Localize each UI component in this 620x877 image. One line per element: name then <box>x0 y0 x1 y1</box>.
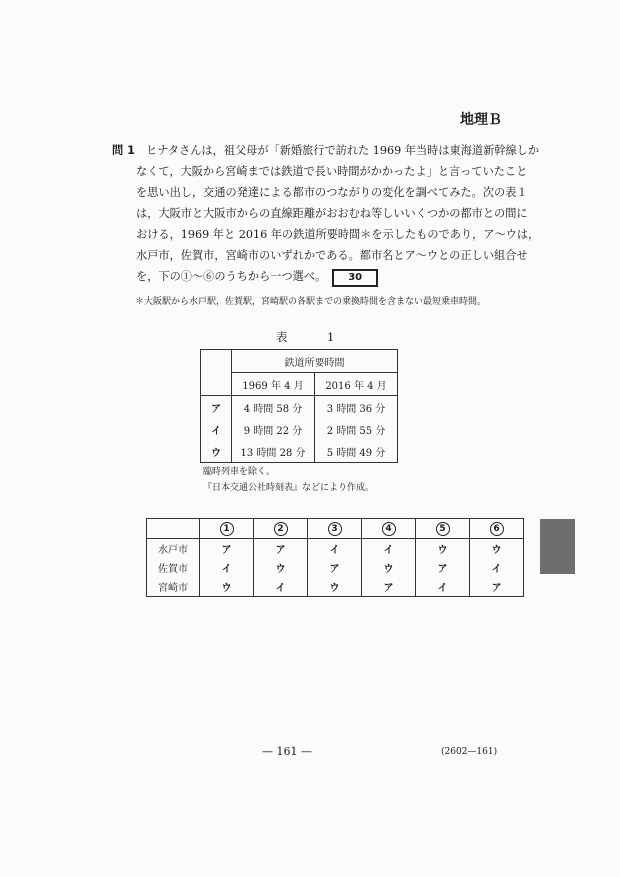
answer-number-box: 30 <box>332 269 378 287</box>
option-cell: ア <box>470 577 524 597</box>
option-cell: ウ <box>362 558 416 577</box>
option-header <box>470 519 524 539</box>
options-row <box>147 577 524 597</box>
table1-row <box>201 418 398 440</box>
city-name: 宮崎市 <box>147 577 200 597</box>
page-number: — 161 — <box>262 745 312 758</box>
table1-cell: 13 時間 28 分 <box>232 440 315 463</box>
table1-row-label: ウ <box>201 440 232 463</box>
options-corner-cell <box>147 519 200 539</box>
table1-cell: 9 時間 22 分 <box>232 418 315 440</box>
option-cell: ウ <box>254 558 308 577</box>
table1-row-label: ア <box>201 396 232 419</box>
option-cell: ウ <box>308 577 362 597</box>
table1-col-header: 2016 年 4 月 <box>315 373 398 396</box>
question-line: なくて，大阪から宮崎までは鉄道で長い時間がかかったよ」と言っていたこと <box>136 165 528 178</box>
question-line: は，大阪市と大阪市からの直線距離がおおむね等しいいくつかの都市との間に <box>136 207 528 220</box>
city-name: 佐賀市 <box>147 558 200 577</box>
table1-title: 表 1 <box>276 330 349 344</box>
option-cell: ウ <box>416 539 470 559</box>
option-number: 5 <box>436 522 450 536</box>
option-number: 4 <box>382 522 396 536</box>
option-number: 2 <box>274 522 288 536</box>
option-number: 6 <box>490 522 504 536</box>
table1 <box>200 349 398 463</box>
option-cell: ア <box>254 539 308 559</box>
options-row <box>147 539 524 559</box>
option-header <box>362 519 416 539</box>
subject-title: 地理Ｂ <box>460 112 502 128</box>
footnote: ＊大阪駅から水戸駅，佐賀駅，宮崎駅の各駅までの乗換時間を含まない最短乗車時間。 <box>135 297 487 307</box>
option-header <box>200 519 254 539</box>
option-cell: イ <box>470 558 524 577</box>
table1-group-header: 鉄道所要時間 <box>232 350 398 373</box>
question-label: 問 1 <box>112 144 135 157</box>
table1-cell: 4 時間 58 分 <box>232 396 315 419</box>
question-line-last <box>136 266 508 287</box>
question-line: ヒナタさんは，祖父母が「新婚旅行で訪れた 1969 年当時は東海道新幹線しか <box>146 144 540 157</box>
table1-row <box>201 440 398 463</box>
option-cell: イ <box>200 558 254 577</box>
page-code: (2602—161) <box>441 747 498 757</box>
table1-note: 臨時列車を除く。 <box>203 467 275 477</box>
section-index-tab <box>540 519 575 574</box>
table1-cell: 5 時間 49 分 <box>315 440 398 463</box>
option-cell: ア <box>362 577 416 597</box>
question-line: おける，1969 年と 2016 年の鉄道所要時間＊を示したものであり，ア～ウは， <box>136 228 540 241</box>
option-number: 3 <box>328 522 342 536</box>
option-header <box>416 519 470 539</box>
option-cell: ウ <box>470 539 524 559</box>
option-cell: イ <box>362 539 416 559</box>
option-cell: ウ <box>200 577 254 597</box>
table1-row <box>201 396 398 419</box>
table1-corner-cell <box>201 350 232 396</box>
table1-col-header: 1969 年 4 月 <box>232 373 315 396</box>
option-header <box>308 519 362 539</box>
options-table <box>146 518 524 597</box>
question-text <box>136 140 540 287</box>
option-cell: ア <box>416 558 470 577</box>
table1-cell: 3 時間 36 分 <box>315 396 398 419</box>
option-header <box>254 519 308 539</box>
option-cell: イ <box>308 539 362 559</box>
option-cell: イ <box>416 577 470 597</box>
table1-source: 『日本交通公社時刻表』などにより作成。 <box>203 483 375 493</box>
options-row <box>147 558 524 577</box>
option-cell: ア <box>308 558 362 577</box>
question-line: を，下の①～⑥のうちから一つ選べ。 <box>136 270 327 283</box>
question-line: 水戸市，佐賀市，宮崎市のいずれかである。都市名とア～ウとの正しい組合せ <box>136 249 528 262</box>
option-cell: イ <box>254 577 308 597</box>
option-cell: ア <box>200 539 254 559</box>
question-line: を思い出し，交通の発達による都市のつながりの変化を調べてみた。次の表１ <box>136 186 528 199</box>
option-number: 1 <box>220 522 234 536</box>
city-name: 水戸市 <box>147 539 200 559</box>
table1-row-label: イ <box>201 418 232 440</box>
table1-cell: 2 時間 55 分 <box>315 418 398 440</box>
